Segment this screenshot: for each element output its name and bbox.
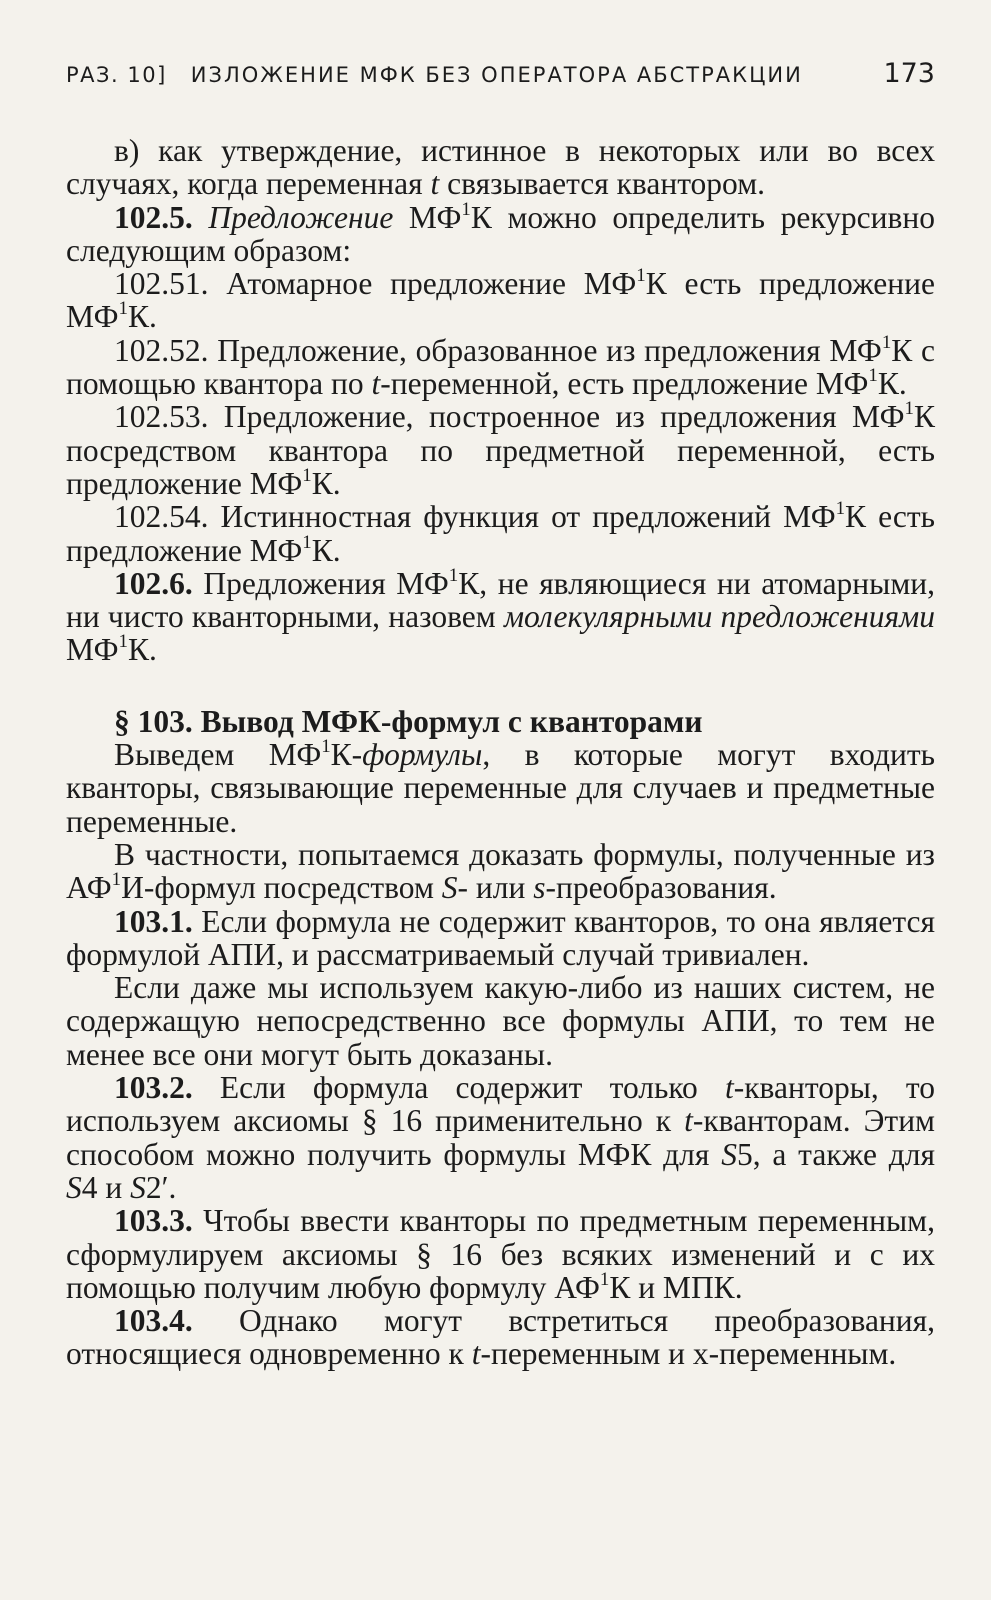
- page-number: 173: [883, 58, 935, 89]
- running-head-title: ИЗЛОЖЕНИЕ МФК БЕЗ ОПЕРАТОРА АБСТРАКЦИИ: [190, 63, 803, 87]
- section-heading: § 103. Вывод МФК-формул с кванторами: [114, 703, 703, 739]
- paragraph-102-6: 102.6. Предложения $МФ^1К$, не являющиеся ни атомарными, ни чисто кванторными, назовем молекулярными предложениями $МФ^1К$.: [66, 564, 935, 668]
- running-head: [66, 58, 935, 102]
- running-head-section: РАЗ. 10]: [66, 63, 167, 87]
- page-body: [66, 134, 935, 1371]
- paragraph-102-52: 102.52. Предложение, образованное из предложения $МФ^1К$ с помощью квантора по t-переменной, есть предложение $МФ^1К$.: [66, 331, 935, 402]
- paragraph-103-intro: Выведем $МФ^1К$-формулы, в которые могут входить кванторы, связывающие переменные для случаев и предметные переменные.: [66, 735, 935, 839]
- paragraph-102-53: 102.53. Предложение, построенное из предложения $МФ^1К$ посредством квантора по предметной переменной, есть предложение $МФ^1К$.: [66, 398, 935, 501]
- paragraph-103-3: 103.3. Чтобы ввести кванторы по предметным переменным, сформулируем аксиомы § 16 без всяких изменений и с их помощью получим любую формулу $АФ^1К$ и МПК.: [66, 1203, 935, 1305]
- paragraph-103-particular: В частности, попытаемся доказать формулы, полученные из $АФ^1И$-формул посредством S- или s-преобразования.: [66, 836, 935, 906]
- paragraph-102-54: 102.54. Истинностная функция от предложений $МФ^1К$ есть предложение $МФ^1К$.: [66, 498, 935, 568]
- paragraph-103-2: 103.2. Если формула содержит только t-кванторы, то используем аксиомы § 16 применительно к t-кванторам. Этим способом можно получить формулы МФК для S5, а также для S4 и S2′.: [66, 1070, 935, 1205]
- paragraph-103-4: 103.4. Однако могут встретиться преобразования, относящиеся одновременно к t-переменным и х-переменным.: [66, 1303, 935, 1372]
- paragraph-item-c: в) как утверждение, истинное в некоторых или во всех случаях, когда переменная t связывается квантором.: [66, 133, 935, 202]
- paragraph-103-1: 103.1. Если формула не содержит кванторов, то она является формулой АПИ, и рассматриваемый случай тривиален.: [66, 903, 935, 972]
- paragraph-102-5: 102.5. Предложение $МФ^1К$ можно определить рекурсивно следующим образом:: [66, 198, 935, 268]
- paragraph-103-1-cont: Если даже мы используем какую-либо из наших систем, не содержащую непосредственно все формулы АПИ, то тем не менее все они могут быть доказаны.: [66, 970, 935, 1072]
- paragraph-102-51: 102.51. Атомарное предложение $МФ^1К$ есть предложение $МФ^1К$.: [66, 264, 935, 335]
